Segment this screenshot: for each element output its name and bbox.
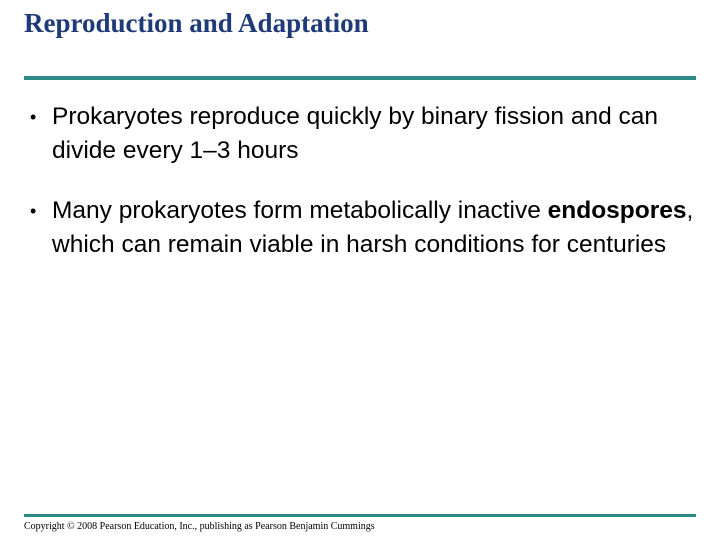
bullet-icon: • <box>30 201 37 221</box>
bullet-text-before: Many prokaryotes form metabolically inactive <box>52 197 548 224</box>
bullet-item-2 <box>30 194 694 262</box>
bold-term: endospores <box>547 197 687 224</box>
copyright-notice: Copyright © 2008 Pearson Education, Inc., publishing as Pearson Benjamin Cummings <box>24 521 375 532</box>
footer-divider <box>24 514 696 517</box>
title-divider <box>24 76 696 80</box>
bullet-text-after: , which can remain viable in harsh conditions for centuries <box>52 197 694 258</box>
slide-title: Reproduction and Adaptation <box>24 8 369 38</box>
bullet-text: Prokaryotes reproduce quickly by binary fission and can divide every 1–3 hours <box>52 103 659 164</box>
bullet-list <box>30 100 694 288</box>
bullet-icon: • <box>30 107 37 127</box>
bullet-item-1 <box>30 100 694 168</box>
